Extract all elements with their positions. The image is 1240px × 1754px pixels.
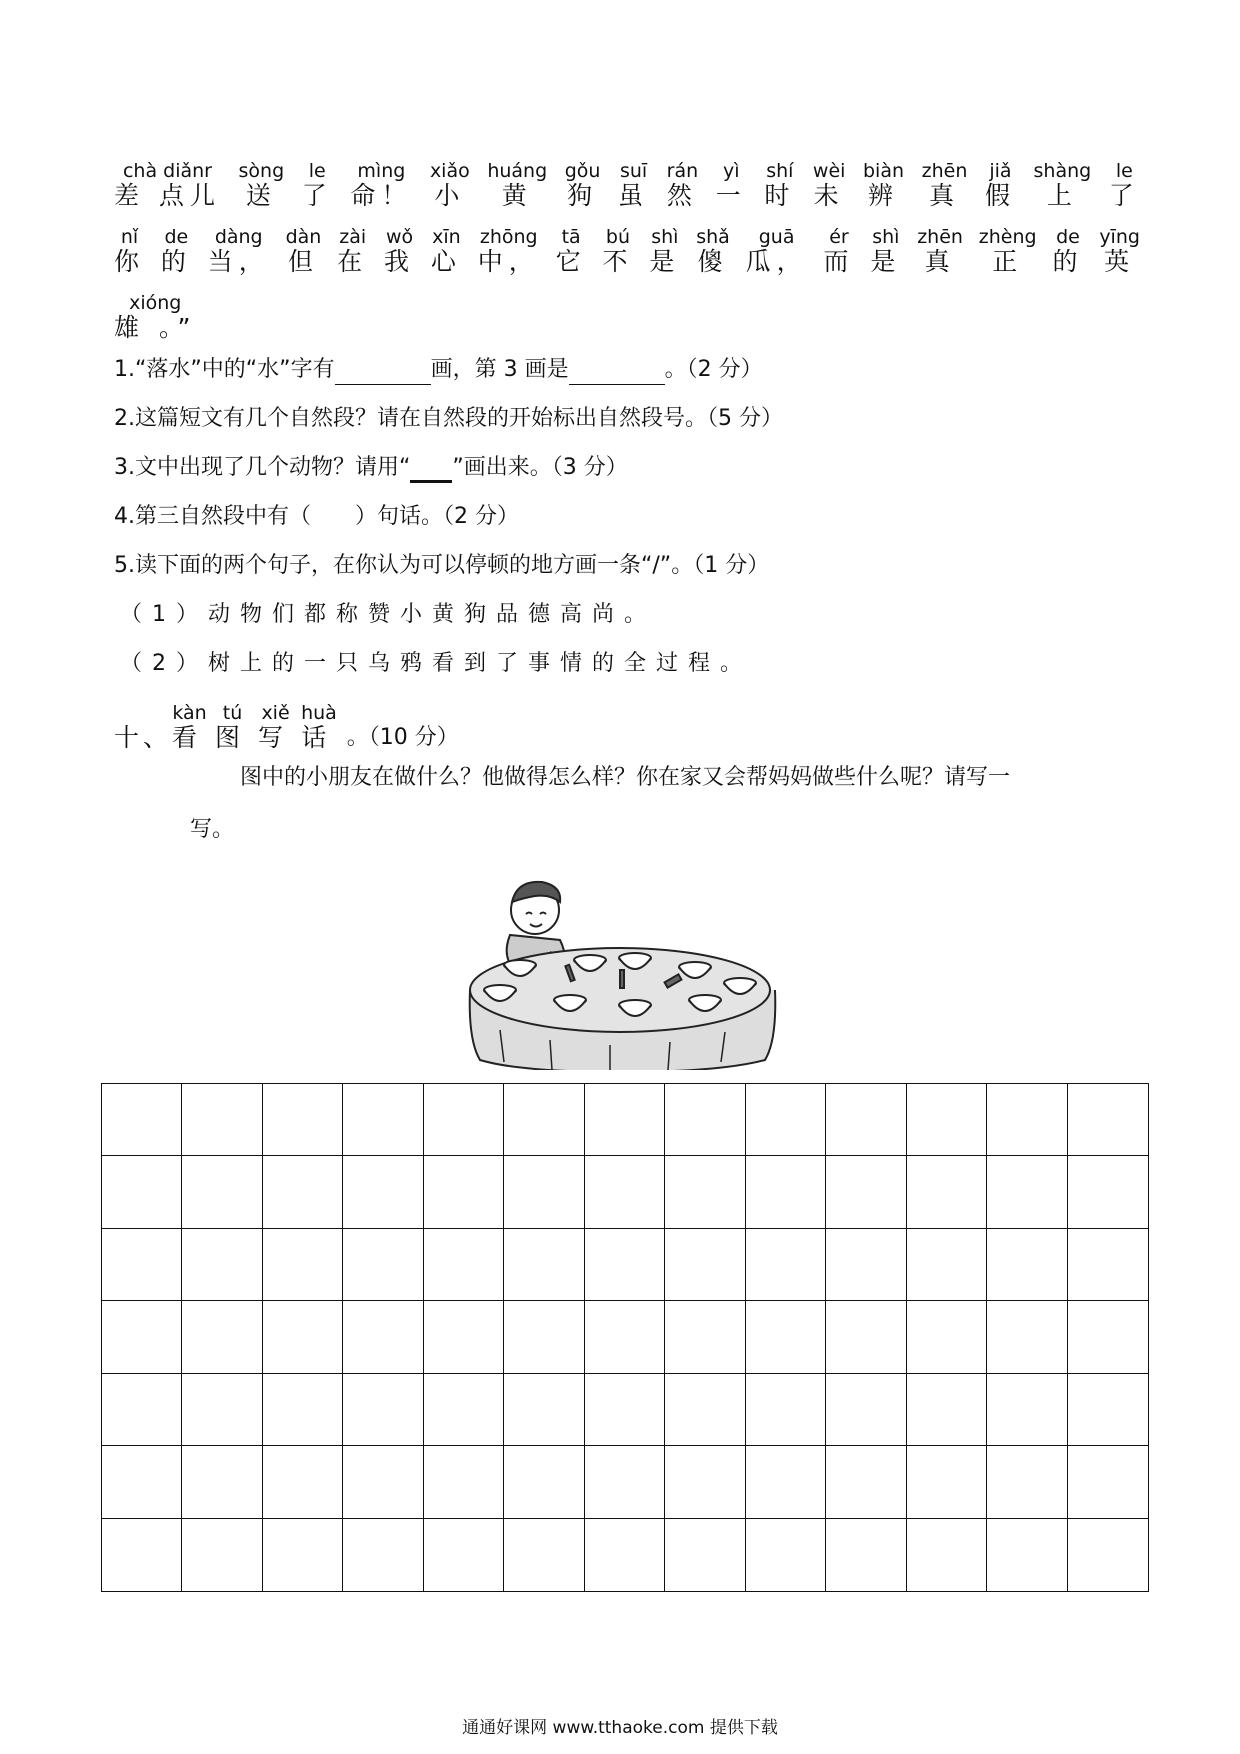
ruby-char	[208, 226, 270, 276]
section-score: 。（10 分）	[346, 725, 459, 750]
grid-cell[interactable]	[263, 1156, 343, 1228]
question-3: 3.文中出现了几个动物？请用“ ”画出来。（3 分）	[114, 453, 628, 483]
pinyin: shí	[766, 160, 794, 182]
pinyin: shì	[651, 226, 679, 248]
ruby-char	[602, 226, 633, 276]
question-4: 4.第三自然段中有（ ）句话。（2 分）	[114, 504, 519, 529]
ruby-char	[239, 160, 285, 210]
pinyin: shàng	[1033, 160, 1092, 182]
pinyin: wǒ	[385, 226, 414, 248]
hanzi: 上	[1046, 181, 1078, 210]
hanzi: 差 点儿	[114, 181, 221, 210]
pinyin: rán	[666, 160, 699, 182]
story-line-3	[114, 292, 1140, 342]
pinyin: kàn	[172, 702, 207, 724]
grid-cell[interactable]	[826, 1519, 906, 1591]
grid-cell[interactable]	[343, 1374, 423, 1446]
hanzi: 正	[992, 247, 1024, 276]
grid-cell[interactable]	[424, 1301, 504, 1373]
grid-cell[interactable]	[665, 1374, 745, 1446]
grid-cell[interactable]	[585, 1519, 665, 1591]
hanzi: 它	[555, 247, 587, 276]
grid-cell[interactable]	[665, 1229, 745, 1301]
pinyin: de	[1056, 226, 1080, 248]
grid-cell[interactable]	[424, 1229, 504, 1301]
hanzi: 时	[764, 181, 796, 210]
pinyin: dàng	[214, 226, 263, 248]
grid-cell[interactable]	[504, 1519, 584, 1591]
pinyin: sòng	[238, 160, 285, 182]
question-1: 1.“落水”中的“水”字有 画，第 3 画是 。（2 分）	[114, 355, 763, 385]
grid-cell[interactable]	[424, 1446, 504, 1518]
hanzi: 在	[337, 247, 369, 276]
grid-cell[interactable]	[102, 1374, 182, 1446]
ruby-char	[870, 226, 901, 276]
grid-cell[interactable]	[263, 1446, 343, 1518]
grid-cell[interactable]	[585, 1084, 665, 1156]
grid-cell[interactable]	[102, 1229, 182, 1301]
grid-cell[interactable]	[102, 1156, 182, 1228]
grid-cell[interactable]	[504, 1084, 584, 1156]
ruby-char	[161, 226, 192, 276]
sentence-2: （2）树上的一只乌鸦看到了事情的全过程。	[120, 651, 752, 676]
pinyin: xīn	[432, 226, 461, 248]
grid-cell[interactable]	[424, 1374, 504, 1446]
hanzi: 假	[984, 181, 1016, 210]
pinyin: biàn	[863, 160, 905, 182]
ruby-char	[430, 160, 470, 210]
grid-cell[interactable]	[343, 1446, 423, 1518]
ruby-char	[746, 226, 808, 276]
pinyin: yì	[722, 160, 740, 182]
grid-cell[interactable]	[665, 1156, 745, 1228]
hanzi: 你	[114, 247, 146, 276]
grid-cell[interactable]	[182, 1084, 262, 1156]
grid-cell[interactable]	[826, 1156, 906, 1228]
pinyin: ér	[829, 226, 849, 248]
grid-cell[interactable]	[987, 1374, 1067, 1446]
ruby-char	[478, 226, 540, 276]
grid-cell[interactable]	[987, 1519, 1067, 1591]
grid-cell[interactable]	[746, 1519, 826, 1591]
underline-sample	[410, 458, 452, 483]
grid-cell[interactable]	[826, 1374, 906, 1446]
grid-cell[interactable]	[1068, 1229, 1148, 1301]
hanzi: 但	[287, 247, 319, 276]
pinyin: xiǎo	[429, 160, 470, 182]
grid-cell[interactable]	[504, 1301, 584, 1373]
grid-cell[interactable]	[263, 1301, 343, 1373]
pinyin: tú	[222, 702, 243, 724]
hanzi: 写	[258, 723, 294, 752]
grid-cell[interactable]	[987, 1156, 1067, 1228]
grid-cell[interactable]	[907, 1229, 987, 1301]
grid-cell[interactable]	[102, 1084, 182, 1156]
grid-cell[interactable]	[665, 1301, 745, 1373]
hanzi: 命！	[350, 181, 413, 210]
grid-cell[interactable]	[1068, 1156, 1148, 1228]
section-10-heading	[114, 702, 459, 752]
pinyin: suī	[619, 160, 648, 182]
grid-cell[interactable]	[343, 1519, 423, 1591]
hanzi: 然	[666, 181, 698, 210]
grid-cell[interactable]	[907, 1301, 987, 1373]
pinyin: shǎ	[696, 226, 730, 248]
section-number: 十、	[114, 723, 173, 752]
pinyin: zhèng	[978, 226, 1037, 248]
answer-blank[interactable]	[569, 362, 665, 385]
answer-blank[interactable]	[335, 362, 431, 385]
grid-cell[interactable]	[343, 1084, 423, 1156]
ruby-char	[917, 226, 963, 276]
pinyin: tā	[561, 226, 581, 248]
grid-cell[interactable]	[263, 1374, 343, 1446]
ruby-char	[1109, 160, 1140, 210]
story-line-1	[114, 160, 1140, 210]
hanzi: 瓜，	[745, 247, 808, 276]
writing-prompt-continued: 写。	[190, 817, 235, 842]
grid-cell[interactable]	[504, 1229, 584, 1301]
ruby-char	[384, 226, 415, 276]
pinyin: gǒu	[564, 160, 601, 182]
footer-credit: 通通好课网 www.tthaoke.com 提供下载	[462, 1718, 778, 1738]
pinyin: zhēn	[917, 226, 963, 248]
ruby-char	[823, 226, 854, 276]
hanzi: 的	[1052, 247, 1084, 276]
grid-cell[interactable]	[1068, 1519, 1148, 1591]
grid-cell[interactable]	[826, 1301, 906, 1373]
grid-cell[interactable]	[182, 1229, 262, 1301]
pinyin: le	[308, 160, 326, 182]
hanzi: 一	[715, 181, 747, 210]
grid-cell[interactable]	[585, 1301, 665, 1373]
grid-cell[interactable]	[263, 1519, 343, 1591]
pinyin: yīng	[1099, 226, 1140, 248]
pinyin: le	[1115, 160, 1133, 182]
grid-cell[interactable]	[907, 1374, 987, 1446]
grid-cell[interactable]	[424, 1084, 504, 1156]
hanzi: 了	[301, 181, 333, 210]
grid-cell[interactable]	[102, 1446, 182, 1518]
grid-cell[interactable]	[263, 1084, 343, 1156]
pinyin: zhōng	[479, 226, 538, 248]
hanzi: 小	[434, 181, 466, 210]
grid-cell[interactable]	[746, 1156, 826, 1228]
grid-cell[interactable]	[1068, 1301, 1148, 1373]
grid-cell[interactable]	[343, 1156, 423, 1228]
hanzi: 虽	[618, 181, 650, 210]
hanzi: 看	[172, 723, 208, 752]
grid-cell[interactable]	[182, 1374, 262, 1446]
pinyin: de	[164, 226, 189, 248]
hanzi: 的	[160, 247, 192, 276]
hanzi: 不	[602, 247, 634, 276]
pinyin: guā	[758, 226, 795, 248]
grid-cell[interactable]	[826, 1084, 906, 1156]
grid-cell[interactable]	[585, 1156, 665, 1228]
ruby-char	[696, 226, 730, 276]
pinyin: xióng	[129, 292, 182, 314]
grid-cell[interactable]	[746, 1446, 826, 1518]
hanzi: 黄	[501, 181, 533, 210]
pinyin: jiǎ	[989, 160, 1012, 182]
grid-cell[interactable]	[182, 1446, 262, 1518]
hanzi: 中，	[477, 247, 540, 276]
ruby-char	[565, 160, 601, 210]
grid-cell[interactable]	[1068, 1374, 1148, 1446]
story-line-2	[114, 226, 1140, 276]
grid-cell[interactable]	[826, 1229, 906, 1301]
grid-cell[interactable]	[585, 1374, 665, 1446]
hanzi: 未	[813, 181, 845, 210]
ruby-char	[114, 226, 145, 276]
grid-cell[interactable]	[102, 1519, 182, 1591]
ruby-char	[286, 226, 322, 276]
writing-grid[interactable]	[101, 1083, 1149, 1592]
grid-cell[interactable]	[907, 1446, 987, 1518]
grid-cell[interactable]	[665, 1519, 745, 1591]
hanzi: 是	[870, 247, 902, 276]
ruby-char	[114, 160, 221, 210]
grid-cell[interactable]	[343, 1229, 423, 1301]
grid-cell[interactable]	[1068, 1446, 1148, 1518]
hanzi: 送	[245, 181, 277, 210]
grid-cell[interactable]	[746, 1229, 826, 1301]
grid-cell[interactable]	[182, 1156, 262, 1228]
hanzi: 英	[1104, 247, 1136, 276]
grid-cell[interactable]	[343, 1301, 423, 1373]
pinyin: wèi	[812, 160, 846, 182]
grid-cell[interactable]	[504, 1374, 584, 1446]
ruby-char	[337, 226, 368, 276]
ruby-char	[172, 702, 207, 752]
hanzi: 雄 。”	[114, 313, 197, 342]
grid-cell[interactable]	[585, 1446, 665, 1518]
ruby-char	[716, 160, 747, 210]
pinyin: huà	[301, 702, 337, 724]
ruby-char	[922, 160, 968, 210]
grid-cell[interactable]	[987, 1229, 1067, 1301]
ruby-char	[863, 160, 904, 210]
grid-cell[interactable]	[746, 1374, 826, 1446]
ruby-char	[985, 160, 1016, 210]
ruby-char	[764, 160, 795, 210]
ruby-char	[114, 292, 196, 342]
grid-cell[interactable]	[504, 1156, 584, 1228]
grid-cell[interactable]	[746, 1084, 826, 1156]
grid-cell[interactable]	[263, 1229, 343, 1301]
question-2: 2.这篇短文有几个自然段？请在自然段的开始标出自然段号。（5 分）	[114, 406, 783, 431]
ruby-char	[1034, 160, 1092, 210]
grid-cell[interactable]	[907, 1156, 987, 1228]
grid-cell[interactable]	[987, 1446, 1067, 1518]
ruby-char	[302, 160, 333, 210]
writing-prompt: 图中的小朋友在做什么？他做得怎么样？你在家又会帮妈妈做些什么呢？请写一	[240, 765, 1011, 790]
question-5: 5.读下面的两个句子，在你认为可以停顿的地方画一条“/”。（1 分）	[114, 553, 770, 578]
ruby-char	[649, 226, 680, 276]
ruby-char	[813, 160, 846, 210]
pinyin: huáng	[487, 160, 548, 182]
pinyin: dàn	[285, 226, 322, 248]
pinyin: mìng	[357, 160, 406, 182]
grid-cell[interactable]	[1068, 1084, 1148, 1156]
ruby-char	[431, 226, 462, 276]
grid-cell[interactable]	[746, 1301, 826, 1373]
hanzi: 辨	[868, 181, 900, 210]
pinyin: bú	[605, 226, 631, 248]
sentence-1: （1）动物们都称赞小黄狗品德高尚。	[120, 602, 656, 627]
hanzi: 真	[928, 181, 960, 210]
hanzi: 当，	[207, 247, 270, 276]
boy-setting-table-illustration	[460, 880, 780, 1070]
hanzi: 我	[384, 247, 416, 276]
ruby-char	[301, 702, 337, 752]
hanzi: 图	[215, 723, 251, 752]
ruby-char	[1099, 226, 1140, 276]
ruby-char	[215, 702, 250, 752]
grid-cell[interactable]	[102, 1301, 182, 1373]
grid-cell[interactable]	[987, 1301, 1067, 1373]
hanzi: 了	[1108, 181, 1140, 210]
grid-cell[interactable]	[424, 1156, 504, 1228]
grid-cell[interactable]	[424, 1519, 504, 1591]
hanzi: 真	[924, 247, 956, 276]
ruby-char	[487, 160, 547, 210]
pinyin: chà diǎnr	[122, 160, 212, 182]
ruby-char	[350, 160, 412, 210]
grid-cell[interactable]	[504, 1446, 584, 1518]
hanzi: 狗	[567, 181, 599, 210]
ruby-char	[618, 160, 649, 210]
pinyin: zài	[339, 226, 367, 248]
hanzi: 而	[823, 247, 855, 276]
ruby-char	[556, 226, 587, 276]
grid-cell[interactable]	[907, 1084, 987, 1156]
grid-cell[interactable]	[665, 1084, 745, 1156]
hanzi: 是	[649, 247, 681, 276]
hanzi: 傻	[697, 247, 729, 276]
grid-cell[interactable]	[182, 1301, 262, 1373]
ruby-char	[979, 226, 1037, 276]
pinyin: shì	[872, 226, 900, 248]
grid-cell[interactable]	[907, 1519, 987, 1591]
grid-cell[interactable]	[826, 1446, 906, 1518]
hanzi: 心	[430, 247, 462, 276]
ruby-char	[1052, 226, 1083, 276]
hanzi: 话	[301, 723, 337, 752]
ruby-char	[667, 160, 699, 210]
grid-cell[interactable]	[665, 1446, 745, 1518]
pinyin: nǐ	[120, 226, 139, 248]
grid-cell[interactable]	[182, 1519, 262, 1591]
grid-cell[interactable]	[585, 1229, 665, 1301]
pinyin: xiě	[261, 702, 290, 724]
pinyin: zhēn	[921, 160, 968, 182]
grid-cell[interactable]	[987, 1084, 1067, 1156]
ruby-char	[258, 702, 293, 752]
